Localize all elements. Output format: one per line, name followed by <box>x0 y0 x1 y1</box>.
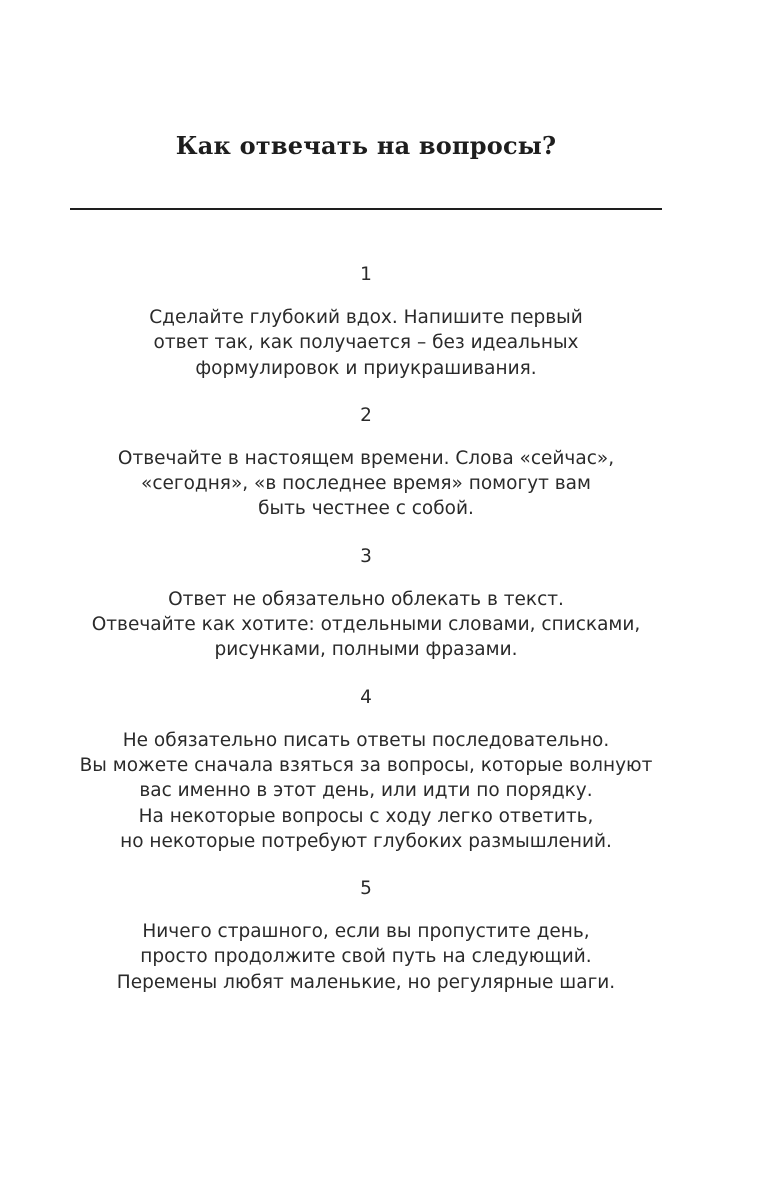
item-text-line: просто продолжите свой путь на следующий. <box>140 946 592 968</box>
divider-line <box>70 208 662 210</box>
item-text-line: вас именно в этот день, или идти по порядку. <box>139 780 593 802</box>
item-text-line: Отвечайте в настоящем времени. Слова «сейчас», <box>117 447 615 469</box>
page-title: Как отвечать на вопросы? <box>175 131 557 160</box>
list-item-2 <box>40 403 692 522</box>
item-text-line: Ничего страшного, если вы пропустите день, <box>142 921 590 943</box>
item-text-line: Сделайте глубокий вдох. Напишите первый <box>149 307 583 328</box>
list-item-4 <box>40 685 692 854</box>
item-number: 2 <box>360 404 372 426</box>
item-number: 4 <box>360 686 372 708</box>
item-text-line: быть честнее с собой. <box>258 498 474 520</box>
list-item-5 <box>40 876 692 995</box>
item-number: 1 <box>360 264 372 285</box>
item-text-line: На некоторые вопросы с ходу легко ответить, <box>138 805 594 827</box>
item-text-line: Перемены любят маленькие, но регулярные шаги. <box>116 971 616 993</box>
item-text-line: Отвечайте как хотите: отдельными словами, списками, <box>91 614 641 636</box>
item-text-line: Вы можете сначала взяться за вопросы, которые волнуют <box>79 754 653 776</box>
item-number: 5 <box>360 878 372 900</box>
list-item-1 <box>40 262 692 381</box>
item-text-line: «сегодня», «в последнее время» помогут вам <box>141 473 591 495</box>
item-number: 3 <box>360 545 372 567</box>
item-text-line: но некоторые потребуют глубоких размышлений. <box>120 830 612 852</box>
item-text-line: Ответ не обязательно облекать в текст. <box>168 588 564 610</box>
item-text-line: формулировок и приукрашивания. <box>195 357 537 379</box>
list-item-3 <box>40 544 692 663</box>
item-text-line: рисунками, полными фразами. <box>214 639 518 661</box>
item-text-line: Не обязательно писать ответы последовательно. <box>122 729 610 751</box>
item-text-line: ответ так, как получается – без идеальных <box>153 332 579 354</box>
instructions-list <box>40 262 692 1017</box>
